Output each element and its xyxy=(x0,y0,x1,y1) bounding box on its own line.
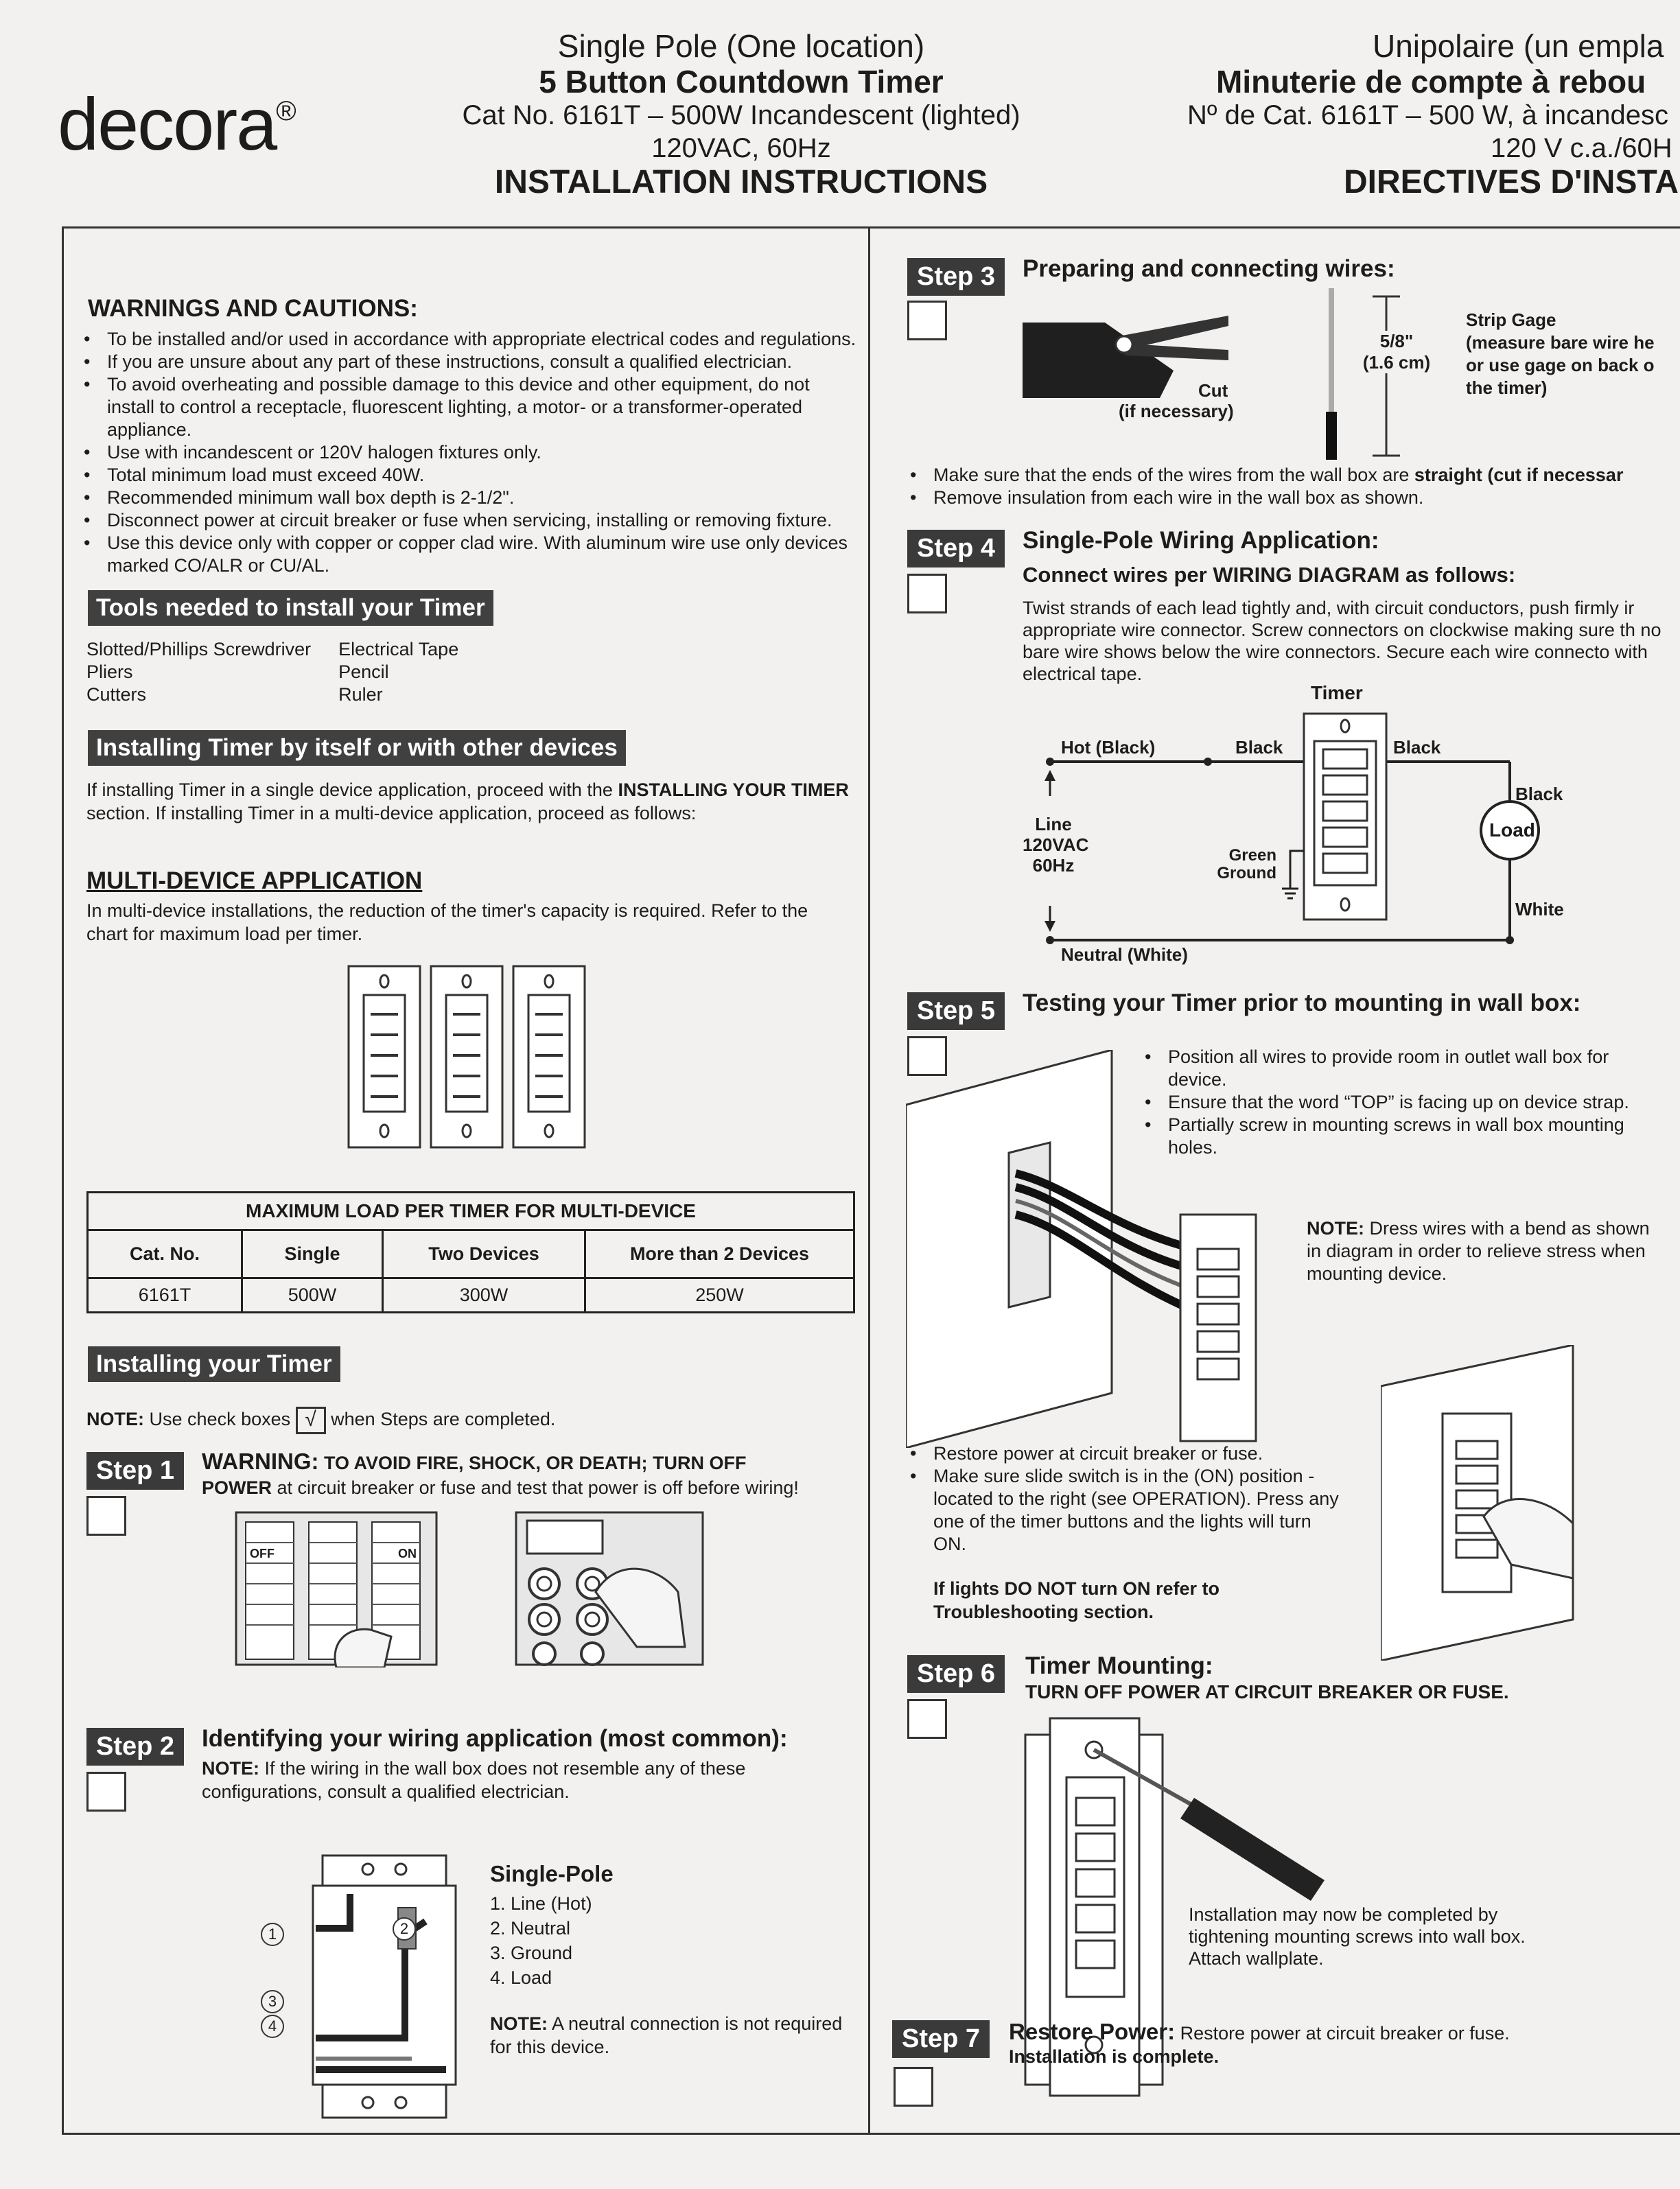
wiring-diagram xyxy=(1023,682,1564,981)
warning-item: • To be installed and/or used in accordance with appropriate electrical codes and regulations. xyxy=(81,328,856,351)
table-header: Single xyxy=(242,1230,383,1278)
column-divider xyxy=(868,226,870,2134)
diag-line-label: Line 120VAC 60Hz xyxy=(1023,814,1089,876)
single-pole-item: 4. Load xyxy=(490,1967,552,1988)
logo: decora® xyxy=(58,82,295,165)
header-divider xyxy=(62,226,1680,229)
step6-checkbox[interactable] xyxy=(907,1699,947,1739)
step5-bullet: • Restore power at circuit breaker or fuse. xyxy=(907,1442,1346,1465)
title-fr-3: Nº de Cat. 6161T – 500 W, à incandesc xyxy=(1187,100,1668,130)
tools-list xyxy=(86,638,486,706)
installing-by-itself-text: If installing Timer in a single device application, proceed with the INSTALLING YOUR TIMER section. If installing Timer in a multi-device application, proceed as follows: xyxy=(86,780,849,823)
breaker-off-label: OFF xyxy=(250,1547,275,1560)
press-button-illustration xyxy=(1381,1345,1587,1661)
title-en-2: 5 Button Countdown Timer xyxy=(539,64,944,100)
step5-badge: Step 5 xyxy=(907,992,1005,1030)
tool-item: Pliers xyxy=(86,662,133,682)
step7-text: Restore Power: Restore power at circuit breaker or fuse. Installation is complete. xyxy=(1009,2019,1510,2067)
table-cell: 6161T xyxy=(88,1278,242,1313)
step6-subtitle: TURN OFF POWER AT CIRCUIT BREAKER OR FUSE. xyxy=(1025,1681,1509,1702)
single-pole-item: 3. Ground xyxy=(490,1943,573,1963)
multi-device-heading: MULTI-DEVICE APPLICATION xyxy=(86,867,423,894)
table-cell: 500W xyxy=(242,1278,383,1313)
step3-badge: Step 3 xyxy=(907,258,1005,296)
multi-device-illustration xyxy=(343,961,590,1153)
step3-title: Preparing and connecting wires: xyxy=(1023,255,1395,282)
wall-mount-illustration xyxy=(906,1050,1318,1448)
callout-3: 3 xyxy=(261,1990,284,2013)
step3-bullet: • Make sure that the ends of the wires from the wall box are straight (cut if necessar xyxy=(907,464,1680,487)
warning-item: • If you are unsure about any part of these instructions, consult a qualified electrician. xyxy=(81,351,856,373)
tool-item: Cutters xyxy=(86,684,147,705)
title-fr-5: DIRECTIVES D'INSTA xyxy=(1344,164,1679,200)
table-header: Cat. No. xyxy=(88,1230,242,1278)
title-en-3: Cat No. 6161T – 500W Incandescent (lighted) xyxy=(462,100,1020,130)
step4-badge: Step 4 xyxy=(907,530,1005,567)
breaker-on-label: ON xyxy=(398,1547,417,1560)
step5-bullet: • Partially screw in mounting screws in wall box mounting holes. xyxy=(1142,1114,1636,1159)
step5-trouble: If lights DO NOT turn ON refer to Troubleshooting section. xyxy=(933,1578,1220,1622)
max-load-table xyxy=(86,1191,855,1313)
single-pole-heading: Single-Pole xyxy=(490,1861,614,1886)
tool-item: Ruler xyxy=(338,684,383,705)
diag-hot-label: Hot (Black) xyxy=(1061,737,1156,758)
warning-item: • Use with incandescent or 120V halogen fixtures only. xyxy=(81,441,856,464)
warning-item: • Recommended minimum wall box depth is 2-1/2". xyxy=(81,487,856,509)
title-fr-2: Minuterie de compte à rebou xyxy=(1216,64,1646,100)
cut-sub-label: (if necessary) xyxy=(1119,401,1234,421)
tools-heading: Tools needed to install your Timer xyxy=(88,590,493,626)
tool-item: Pencil xyxy=(338,662,389,682)
diag-ground-label: Green Ground xyxy=(1217,846,1276,882)
step1-badge: Step 1 xyxy=(86,1452,184,1490)
step3-checkbox[interactable] xyxy=(907,301,947,340)
title-fr-1: Unipolaire (un empla xyxy=(1373,28,1664,64)
warning-item: • Use this device only with copper or copper clad wire. With aluminum wire use only devices marked CO/ALR or CU/AL. xyxy=(81,532,856,577)
step5-bullet: • Position all wires to provide room in outlet wall box for device. xyxy=(1142,1046,1636,1091)
installing-timer-heading: Installing your Timer xyxy=(88,1346,340,1382)
table-header: Two Devices xyxy=(383,1230,585,1278)
step4-checkbox[interactable] xyxy=(907,574,947,613)
step5-bullets-2 xyxy=(907,1442,1346,1556)
warning-item: • Total minimum load must exceed 40W. xyxy=(81,464,856,487)
step2-badge: Step 2 xyxy=(86,1728,184,1766)
title-en-4: 120VAC, 60Hz xyxy=(651,133,831,163)
warning-item: • Disconnect power at circuit breaker or fuse when servicing, installing or removing fixture. xyxy=(81,509,856,532)
diag-load-label: Load xyxy=(1489,819,1535,841)
strip-gage-label: Strip Gage (measure bare wire he or use gage on back o the timer) xyxy=(1466,309,1655,398)
step1-warning: WARNING: TO AVOID FIRE, SHOCK, OR DEATH; TURN OFF POWER at circuit breaker or fuse and test that power is off before wiring! xyxy=(202,1449,799,1498)
table-cell: 300W xyxy=(383,1278,585,1313)
diag-white-label: White xyxy=(1515,899,1564,920)
warnings-list xyxy=(81,328,856,577)
warning-item: • To avoid overheating and possible damage to this device and other equipment, do not install to control a receptacle, fluorescent lighting, a motor- or a transformer-operated appliance. xyxy=(81,373,856,441)
diag-timer-label: Timer xyxy=(1311,682,1363,703)
callout-1: 1 xyxy=(261,1923,284,1946)
step7-badge: Step 7 xyxy=(892,2020,990,2058)
table-caption: MAXIMUM LOAD PER TIMER FOR MULTI-DEVICE xyxy=(88,1193,854,1230)
left-border xyxy=(62,226,64,2134)
step5-title: Testing your Timer prior to mounting in wall box: xyxy=(1023,990,1581,1016)
bottom-border xyxy=(62,2133,1680,2135)
step1-checkbox[interactable] xyxy=(86,1496,126,1536)
single-pole-item: 2. Neutral xyxy=(490,1918,571,1939)
checkbox-example-icon: √ xyxy=(296,1407,326,1434)
step5-note: NOTE: Dress wires with a bend as shown in diagram in order to relieve stress when mounting device. xyxy=(1307,1218,1650,1284)
step4-text: Twist strands of each lead tightly and, with circuit conductors, push firmly ir appropriate wire connector. Screw connectors on clockwise making sure th no bare wire shows below the wire connectors. Secure each wire connecto with electrical tape. xyxy=(1023,598,1661,684)
step4-title: Single-Pole Wiring Application: xyxy=(1023,527,1379,554)
breaker-panel-illustration xyxy=(233,1510,439,1667)
fuse-box-illustration xyxy=(513,1510,705,1667)
step5-bullet: • Make sure slide switch is in the (ON) position - located to the right (see OPERATION). Press any one of the timer buttons and the lights will turn ON. xyxy=(907,1465,1346,1556)
installing-by-itself-heading: Installing Timer by itself or with other devices xyxy=(88,730,626,766)
single-pole-list xyxy=(490,1891,592,1990)
measure-label: 5/8" (1.6 cm) xyxy=(1359,331,1434,373)
single-pole-item: 1. Line (Hot) xyxy=(490,1893,592,1914)
step3-bullets xyxy=(907,464,1680,509)
step6-text: Installation may now be completed by tightening mounting screws into wall box. Attach wallplate. xyxy=(1189,1904,1526,1969)
step4-subtitle: Connect wires per WIRING DIAGRAM as follows: xyxy=(1023,563,1516,587)
step2-title: Identifying your wiring application (most common): xyxy=(202,1725,788,1752)
diag-neutral-label: Neutral (White) xyxy=(1061,944,1188,965)
step6-title: Timer Mounting: xyxy=(1025,1652,1213,1679)
step2-note: NOTE: If the wiring in the wall box does not resemble any of these configurations, consult a qualified electrician. xyxy=(202,1758,746,1802)
diag-black-2: Black xyxy=(1393,737,1441,758)
callout-4: 4 xyxy=(261,2015,284,2038)
step2-checkbox[interactable] xyxy=(86,1772,126,1812)
step5-bullet: • Ensure that the word “TOP” is facing up on device strap. xyxy=(1142,1091,1636,1114)
wire-illustration xyxy=(1325,288,1338,460)
installing-timer-note: NOTE: Use check boxes √ when Steps are completed. xyxy=(86,1407,848,1434)
step6-badge: Step 6 xyxy=(907,1655,1005,1693)
tool-item: Slotted/Phillips Screwdriver xyxy=(86,639,312,659)
multi-device-text: In multi-device installations, the reduction of the timer's capacity is required. Refer to the chart for maximum load per timer. xyxy=(86,900,808,944)
step7-checkbox[interactable] xyxy=(894,2067,933,2107)
diag-black-3: Black xyxy=(1515,784,1563,804)
strip-gage-bracket xyxy=(1366,294,1407,458)
table-header: More than 2 Devices xyxy=(585,1230,854,1278)
table-cell: 250W xyxy=(585,1278,854,1313)
title-fr-4: 120 V c.a./60H xyxy=(1491,133,1672,163)
title-en-5: INSTALLATION INSTRUCTIONS xyxy=(494,164,988,200)
wall-box-illustration xyxy=(309,1853,460,2120)
callout-2: 2 xyxy=(393,1917,416,1941)
title-en-1: Single Pole (One location) xyxy=(557,28,925,64)
cut-label: Cut xyxy=(1198,380,1228,401)
step2-note2: NOTE: A neutral connection is not required for this device. xyxy=(490,2013,843,2057)
step3-bullet: • Remove insulation from each wire in the wall box as shown. xyxy=(907,487,1680,509)
warnings-heading: WARNINGS AND CAUTIONS: xyxy=(88,295,418,322)
diag-black-1: Black xyxy=(1235,737,1283,758)
tool-item: Electrical Tape xyxy=(338,639,459,659)
